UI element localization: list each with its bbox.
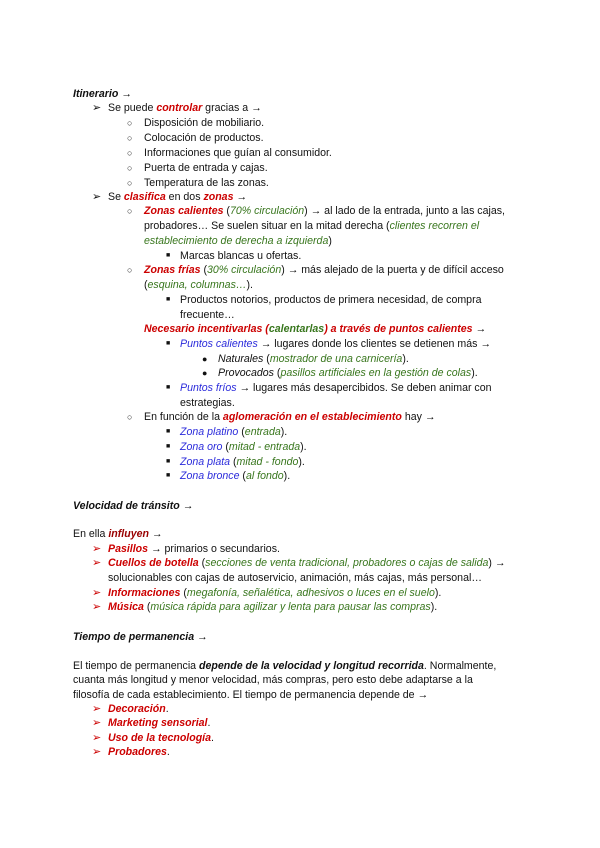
arrow-bullet-icon: ➢ <box>92 717 102 729</box>
square-bullet-icon: ■ <box>166 458 171 465</box>
arrow-bullet-icon: ➢ <box>92 102 102 114</box>
list-item-cont: frecuente… <box>180 309 235 321</box>
line-cuellos: Cuellos de botella (secciones de venta tradicional, probadores o cajas de salida) → <box>108 557 506 569</box>
list-item: Probadores. <box>108 746 170 758</box>
list-item: Puerta de entrada y cajas. <box>144 162 268 174</box>
paragraph-line-3: filosofía de cada establecimiento. El tiempo de permanencia depende de → <box>73 689 429 701</box>
dot-bullet-icon: ● <box>202 368 208 378</box>
square-bullet-icon: ■ <box>166 384 171 391</box>
line-zonas-calientes-2: probadores… Se suelen situar en la mitad derecha (clientes recorren el <box>144 220 480 232</box>
line-aglomeracion: En función de la aglomeración en el establecimiento hay → <box>144 411 436 423</box>
heading-permanencia: Tiempo de permanencia → <box>73 631 208 643</box>
line-zona-bronce: Zona bronce (al fondo). <box>180 470 291 482</box>
circle-bullet-icon: ○ <box>127 163 133 173</box>
list-item: Decoración. <box>108 703 169 715</box>
square-bullet-icon: ■ <box>166 428 171 435</box>
paragraph-line-2: cuanta más longitud y menor velocidad, más compras, pero esto debe adaptarse a la <box>73 674 473 686</box>
list-item: Informaciones que guían al consumidor. <box>144 147 332 159</box>
line-zonas-calientes: Zonas calientes (70% circulación) → al lado de la entrada, junto a las cajas, <box>144 205 505 217</box>
circle-bullet-icon: ○ <box>127 265 133 275</box>
list-item: Marcas blancas u ofertas. <box>180 250 302 262</box>
line-controlar: Se puede controlar gracias a → <box>108 102 262 114</box>
circle-bullet-icon: ○ <box>127 148 133 158</box>
line-puntos-frios: Puntos fríos → lugares más desapercibidos. Se deben animar con <box>180 382 492 394</box>
line-zona-plata: Zona plata (mitad - fondo). <box>180 456 305 468</box>
arrow-bullet-icon: ➢ <box>92 543 102 555</box>
line-clasifica: Se clasifica en dos zonas → <box>108 191 248 203</box>
line-zonas-calientes-3: establecimiento de derecha a izquierda) <box>144 235 332 247</box>
line-provocados: Provocados (pasillos artificiales en la gestión de colas). <box>218 367 478 379</box>
circle-bullet-icon: ○ <box>127 178 133 188</box>
list-item: Colocación de productos. <box>144 132 264 144</box>
arrow-bullet-icon: ➢ <box>92 732 102 744</box>
line-zona-oro: Zona oro (mitad - entrada). <box>180 441 307 453</box>
circle-bullet-icon: ○ <box>127 412 133 422</box>
circle-bullet-icon: ○ <box>127 118 133 128</box>
line-zonas-frias: Zonas frías (30% circulación) → más alejado de la puerta y de difícil acceso <box>144 264 504 276</box>
arrow-bullet-icon: ➢ <box>92 191 102 203</box>
arrow-bullet-icon: ➢ <box>92 703 102 715</box>
line-influyen: En ella influyen → <box>73 528 163 540</box>
heading-velocidad: Velocidad de tránsito → <box>73 500 194 512</box>
square-bullet-icon: ■ <box>166 340 171 347</box>
arrow-bullet-icon: ➢ <box>92 557 102 569</box>
circle-bullet-icon: ○ <box>127 206 133 216</box>
heading-itinerario: Itinerario → <box>73 88 132 100</box>
line-pasillos: Pasillos → primarios o secundarios. <box>108 543 280 555</box>
line-musica: Música (música rápida para agilizar y lenta para pausar las compras). <box>108 601 438 613</box>
line-cuellos-2: solucionables con cajas de autoservicio, animación, más cajas, más personal… <box>108 572 482 584</box>
paragraph-line-1: El tiempo de permanencia depende de la velocidad y longitud recorrida. Normalmente, <box>73 660 497 672</box>
list-item: Uso de la tecnología. <box>108 732 214 744</box>
line-zonas-frias-2: (esquina, columnas…). <box>144 279 253 291</box>
list-item: Disposición de mobiliario. <box>144 117 265 129</box>
line-informaciones: Informaciones (megafonía, señalética, adhesivos o luces en el suelo). <box>108 587 442 599</box>
arrow-bullet-icon: ➢ <box>92 587 102 599</box>
line-puntos-calientes: Puntos calientes → lugares donde los clientes se detienen más → <box>180 338 491 350</box>
line-naturales: Naturales (mostrador de una carnicería). <box>218 353 409 365</box>
line-zona-platino: Zona platino (entrada). <box>180 426 288 438</box>
arrow-bullet-icon: ➢ <box>92 746 102 758</box>
circle-bullet-icon: ○ <box>127 133 133 143</box>
arrow-bullet-icon: ➢ <box>92 601 102 613</box>
square-bullet-icon: ■ <box>166 252 171 259</box>
square-bullet-icon: ■ <box>166 443 171 450</box>
square-bullet-icon: ■ <box>166 296 171 303</box>
list-item: Productos notorios, productos de primera necesidad, de compra <box>180 294 482 306</box>
dot-bullet-icon: ● <box>202 354 208 364</box>
square-bullet-icon: ■ <box>166 472 171 479</box>
list-item: Marketing sensorial. <box>108 717 211 729</box>
line-incentivarlas: Necesario incentivarlas (calentarlas) a través de puntos calientes → <box>144 323 487 335</box>
line-puntos-frios-2: estrategias. <box>180 397 235 409</box>
list-item: Temperatura de las zonas. <box>144 177 269 189</box>
